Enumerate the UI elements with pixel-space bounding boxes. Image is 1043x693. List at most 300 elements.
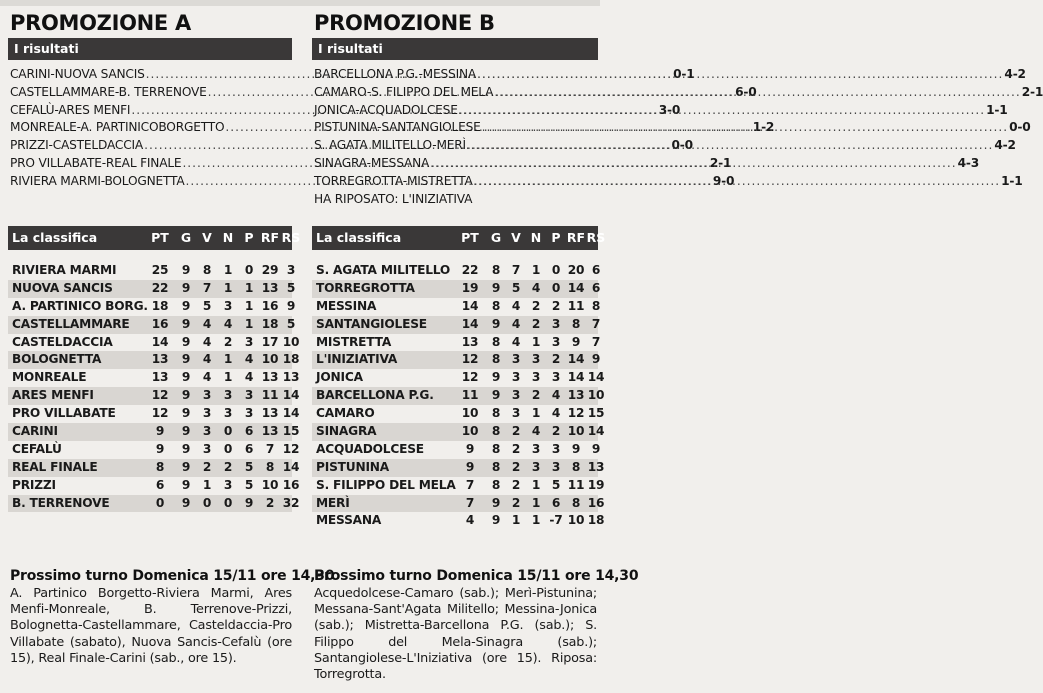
stat-n: 2 <box>223 459 233 474</box>
stat-n: 1 <box>223 263 233 277</box>
result-score: 2-1 <box>1021 84 1043 99</box>
stat-pt: 11 <box>461 388 479 403</box>
team-name: NUOVA SANCIS <box>12 280 113 295</box>
standings-row <box>312 351 601 369</box>
leader-dots <box>482 119 1008 137</box>
stat-p: 2 <box>551 352 561 367</box>
standings-row <box>312 441 601 459</box>
team-name: REAL FINALE <box>12 459 98 474</box>
standings-row <box>8 459 300 477</box>
standings-row <box>8 369 300 387</box>
team-name: S. FILIPPO DEL MELA <box>316 477 456 492</box>
standings-row <box>8 387 300 405</box>
leader-dots <box>467 137 993 155</box>
stat-g: 8 <box>491 298 501 313</box>
stat-p: 4 <box>244 370 254 385</box>
stat-v: 4 <box>202 334 212 349</box>
stat-n: 2 <box>531 298 541 313</box>
stat-rf: 8 <box>265 459 275 474</box>
stat-pt: 14 <box>461 316 479 331</box>
stat-n: 4 <box>223 316 233 331</box>
team-name: CEFALÙ <box>12 441 62 456</box>
column-header-rs: RS <box>586 230 606 245</box>
stat-rs: 14 <box>282 459 300 474</box>
stat-rs: 14 <box>587 370 605 385</box>
result-score: 1-2 <box>752 120 775 135</box>
team-name: A. PARTINICO BORG. <box>12 298 148 313</box>
league-b-standings <box>312 262 605 530</box>
stat-g: 9 <box>181 459 191 474</box>
team-name: PRIZZI <box>12 477 56 492</box>
stat-pt: 19 <box>461 280 479 295</box>
stat-g: 8 <box>491 459 501 474</box>
stat-p: 1 <box>244 298 254 313</box>
stat-v: 3 <box>511 406 521 421</box>
stat-g: 9 <box>491 513 501 528</box>
stat-n: 3 <box>531 441 541 456</box>
stat-v: 3 <box>202 441 212 456</box>
column-header-rf: RF <box>260 230 280 245</box>
team-name: CASTELDACCIA <box>12 334 113 349</box>
stat-p: 5 <box>551 477 561 492</box>
team-name: MISTRETTA <box>316 334 392 349</box>
stat-rs: 6 <box>591 280 601 295</box>
stat-p: -7 <box>549 513 563 528</box>
stat-n: 1 <box>531 406 541 421</box>
stat-n: 1 <box>223 280 233 295</box>
stat-g: 8 <box>491 406 501 421</box>
team-name: MESSANA <box>316 513 382 528</box>
standings-row <box>8 316 296 334</box>
team-name: ARES MENFI <box>12 388 94 403</box>
stat-g: 9 <box>491 370 501 385</box>
league-b-next-title: Prossimo turno Domenica 15/11 ore 14,30 <box>314 568 639 584</box>
standings-row <box>8 495 300 513</box>
column-header-p: P <box>551 230 561 245</box>
stat-rs: 15 <box>587 406 605 421</box>
stat-rs: 5 <box>286 316 296 331</box>
league-b-next-text: Acquedolcese-Camaro (sab.); Merì-Pistunina; Messana-Sant'Agata Militello; Messina-Jonica (sab.); Mistretta-Barcellona P.G. (sab.); S. Filippo del Mela-Sinagra (sab.); Santangiolese-L'Iniziativa (ore 15). Riposa: Torregrotta. <box>314 586 597 683</box>
standings-row <box>312 387 605 405</box>
stat-v: 2 <box>511 441 521 456</box>
stat-v: 4 <box>511 334 521 349</box>
league-a-standings <box>8 262 300 512</box>
stat-rs: 15 <box>282 424 300 439</box>
stat-rs: 8 <box>591 298 601 313</box>
stat-rf: 11 <box>567 298 585 313</box>
stat-g: 8 <box>491 352 501 367</box>
stat-pt: 14 <box>461 298 479 313</box>
column-header-pt: PT <box>461 230 479 245</box>
stat-n: 3 <box>223 406 233 421</box>
team-name: ACQUADOLCESE <box>316 441 424 456</box>
standings-row <box>8 262 296 280</box>
stat-p: 6 <box>551 495 561 510</box>
result-match: JONICA-ACQUADOLCESE <box>314 102 458 117</box>
stat-pt: 13 <box>461 334 479 349</box>
stat-g: 9 <box>181 352 191 367</box>
leader-dots <box>474 173 1000 191</box>
result-match: MONREALE-A. PARTINICOBORGETTO <box>10 120 225 135</box>
leader-dots <box>459 102 985 120</box>
stat-g: 9 <box>181 334 191 349</box>
stat-pt: 22 <box>461 263 479 277</box>
result-score: 2-1 <box>709 155 732 170</box>
result-match: TORREGROTTA-MISTRETTA <box>314 173 473 188</box>
team-name: SANTANGIOLESE <box>316 316 427 331</box>
stat-pt: 16 <box>151 316 169 331</box>
stat-n: 3 <box>223 477 233 492</box>
result-score: 0-0 <box>671 138 693 153</box>
stat-n: 3 <box>223 388 233 403</box>
result-score: 0-0 <box>1009 120 1031 135</box>
team-name: MONREALE <box>12 370 87 385</box>
stat-p: 3 <box>244 388 254 403</box>
stat-pt: 12 <box>151 406 169 421</box>
column-header-rs: RS <box>281 230 301 245</box>
team-name: CASTELLAMMARE <box>12 316 130 331</box>
team-name: SINAGRA <box>316 424 377 439</box>
stat-v: 5 <box>202 298 212 313</box>
standings-row <box>312 495 605 513</box>
leader-dots <box>477 66 1003 84</box>
stat-rs: 12 <box>282 441 300 456</box>
stat-n: 4 <box>531 280 541 295</box>
stat-n: 2 <box>531 388 541 403</box>
leader-dots <box>430 155 956 173</box>
team-name: PRO VILLABATE <box>12 406 116 421</box>
stat-p: 6 <box>244 424 254 439</box>
stat-p: 0 <box>244 263 254 277</box>
team-name: RIVIERA MARMI <box>12 263 117 277</box>
stat-p: 1 <box>244 280 254 295</box>
team-name: B. TERRENOVE <box>12 495 110 510</box>
stat-n: 1 <box>531 495 541 510</box>
stat-v: 7 <box>511 263 521 277</box>
stat-rs: 9 <box>286 298 296 313</box>
result-score: 6-0 <box>735 84 757 99</box>
column-header-n: N <box>222 230 234 245</box>
stat-v: 2 <box>511 477 521 492</box>
stat-rf: 14 <box>567 370 585 385</box>
stat-v: 8 <box>202 263 212 277</box>
stat-rf: 13 <box>261 406 279 421</box>
stat-rs: 10 <box>587 388 605 403</box>
standings-title: La classifica <box>316 230 402 245</box>
stat-rs: 13 <box>282 370 300 385</box>
standings-row <box>312 298 601 316</box>
stat-n: 3 <box>531 352 541 367</box>
stat-p: 4 <box>244 352 254 367</box>
stat-pt: 13 <box>151 352 169 367</box>
league-b-results-header: I risultati <box>312 38 598 60</box>
league-a-standings-header <box>8 226 301 250</box>
stat-g: 9 <box>181 370 191 385</box>
result-match: CARINI-NUOVA SANCIS <box>10 67 145 81</box>
stat-pt: 13 <box>151 370 169 385</box>
result-score: 4-3 <box>957 155 979 170</box>
stat-rs: 5 <box>286 280 296 295</box>
stat-g: 9 <box>491 316 501 331</box>
stat-v: 4 <box>202 316 212 331</box>
stat-n: 0 <box>223 441 233 456</box>
result-score: 9-0 <box>712 173 735 188</box>
stat-rs: 16 <box>282 477 300 492</box>
standings-row <box>8 351 300 369</box>
stat-rs: 7 <box>591 334 601 349</box>
stat-g: 9 <box>181 298 191 313</box>
stat-p: 5 <box>244 459 254 474</box>
stat-pt: 9 <box>155 441 165 456</box>
league-b-title: PROMOZIONE B <box>314 11 495 35</box>
stat-rf: 10 <box>567 513 585 528</box>
stat-p: 9 <box>244 495 254 510</box>
standings-row <box>312 459 605 477</box>
stat-p: 4 <box>551 388 561 403</box>
stat-rf: 11 <box>567 477 585 492</box>
stat-p: 0 <box>551 263 561 277</box>
result-match: CASTELLAMMARE-B. TERRENOVE <box>10 84 207 99</box>
team-name: BARCELLONA P.G. <box>316 388 434 403</box>
stat-p: 3 <box>244 406 254 421</box>
standings-row <box>8 477 300 495</box>
stat-rf: 10 <box>261 477 279 492</box>
stat-v: 4 <box>511 298 521 313</box>
stat-rf: 8 <box>571 459 581 474</box>
stat-rf: 8 <box>571 316 581 331</box>
team-name: TORREGROTTA <box>316 280 415 295</box>
stat-rf: 2 <box>265 495 275 510</box>
stat-v: 3 <box>202 424 212 439</box>
standings-row <box>8 280 296 298</box>
stat-p: 6 <box>244 441 254 456</box>
stat-g: 9 <box>181 477 191 492</box>
stat-pt: 0 <box>155 495 165 510</box>
stat-g: 8 <box>491 334 501 349</box>
stat-rs: 3 <box>286 263 296 277</box>
stat-g: 9 <box>491 280 501 295</box>
stat-n: 4 <box>531 424 541 439</box>
stat-n: 1 <box>223 370 233 385</box>
stat-rf: 14 <box>567 352 585 367</box>
stat-rf: 29 <box>261 263 279 277</box>
stat-v: 5 <box>511 280 521 295</box>
stat-g: 9 <box>181 316 191 331</box>
stat-p: 1 <box>244 316 254 331</box>
stat-rf: 13 <box>261 280 279 295</box>
result-score: 1-1 <box>986 102 1008 117</box>
team-name: JONICA <box>316 370 363 385</box>
stat-g: 9 <box>181 388 191 403</box>
stat-rf: 12 <box>567 406 585 421</box>
standings-row <box>312 423 605 441</box>
stat-p: 3 <box>551 316 561 331</box>
stat-rf: 7 <box>265 441 275 456</box>
standings-row <box>312 280 601 298</box>
standings-row <box>312 405 605 423</box>
stat-pt: 22 <box>151 280 169 295</box>
stat-rs: 6 <box>591 263 601 277</box>
stat-p: 5 <box>244 477 254 492</box>
stat-n: 1 <box>531 477 541 492</box>
stat-v: 3 <box>202 388 212 403</box>
stat-pt: 7 <box>465 495 475 510</box>
column-header-v: V <box>202 230 212 245</box>
stat-pt: 10 <box>461 406 479 421</box>
stat-rs: 32 <box>282 495 300 510</box>
stat-rf: 10 <box>261 352 279 367</box>
team-name: PISTUNINA <box>316 459 390 474</box>
stat-g: 9 <box>181 424 191 439</box>
league-b-standings-header <box>312 226 606 250</box>
result-match: RIVIERA MARMI-BOLOGNETTA <box>10 173 185 188</box>
stat-pt: 25 <box>151 263 169 277</box>
column-header-v: V <box>511 230 521 245</box>
stat-rf: 13 <box>261 424 279 439</box>
stat-rs: 14 <box>587 424 605 439</box>
leader-dots <box>494 84 1020 102</box>
stat-rf: 20 <box>567 263 585 277</box>
stat-v: 4 <box>511 316 521 331</box>
stat-rs: 10 <box>282 334 300 349</box>
team-name: MERÌ <box>316 495 350 510</box>
standings-row <box>8 298 296 316</box>
result-score: 0-1 <box>673 67 695 81</box>
team-name: CAMARO <box>316 406 375 421</box>
stat-g: 8 <box>491 424 501 439</box>
standings-row <box>312 512 605 530</box>
stat-rf: 14 <box>567 280 585 295</box>
stat-rf: 17 <box>261 334 279 349</box>
stat-rs: 13 <box>587 459 605 474</box>
stat-rf: 9 <box>571 334 581 349</box>
stat-v: 0 <box>202 495 212 510</box>
column-header-rf: RF <box>566 230 586 245</box>
top-strip <box>0 0 600 6</box>
stat-pt: 18 <box>151 298 169 313</box>
stat-p: 3 <box>551 459 561 474</box>
stat-rs: 16 <box>587 495 605 510</box>
stat-pt: 9 <box>465 441 475 456</box>
league-a-results-header: I risultati <box>8 38 292 60</box>
stat-pt: 4 <box>465 513 475 528</box>
result-match: BARCELLONA P.G.-MESSINA <box>314 67 477 81</box>
stat-v: 1 <box>511 513 521 528</box>
stat-pt: 12 <box>151 388 169 403</box>
stat-rs: 18 <box>587 513 605 528</box>
column-header-g: G <box>490 230 502 245</box>
standings-row <box>312 334 601 352</box>
stat-rf: 10 <box>567 424 585 439</box>
stat-p: 3 <box>551 334 561 349</box>
standings-row <box>8 423 300 441</box>
stat-p: 4 <box>551 406 561 421</box>
stat-g: 8 <box>491 477 501 492</box>
standings-title: La classifica <box>12 230 98 245</box>
stat-v: 2 <box>511 424 521 439</box>
stat-rf: 18 <box>261 316 279 331</box>
column-header-n: N <box>530 230 542 245</box>
stat-v: 3 <box>202 406 212 421</box>
result-score: 3-0 <box>658 102 681 117</box>
stat-n: 2 <box>531 316 541 331</box>
result-score: 4-2 <box>1004 67 1026 81</box>
stat-g: 9 <box>181 263 191 277</box>
stat-n: 3 <box>531 459 541 474</box>
standings-row <box>8 405 300 423</box>
league-a-title: PROMOZIONE A <box>10 11 191 35</box>
stat-v: 1 <box>202 477 212 492</box>
stat-v: 2 <box>511 495 521 510</box>
stat-g: 9 <box>181 441 191 456</box>
stat-v: 2 <box>202 459 212 474</box>
stat-v: 3 <box>511 388 521 403</box>
standings-row <box>312 369 605 387</box>
stat-rs: 9 <box>591 441 601 456</box>
rest-text: HA RIPOSATO: L'INIZIATIVA <box>314 191 473 206</box>
standings-row <box>312 477 605 495</box>
stat-pt: 14 <box>151 334 169 349</box>
stat-n: 1 <box>531 513 541 528</box>
stat-rs: 14 <box>282 406 300 421</box>
team-name: MESSINA <box>316 298 377 313</box>
stat-pt: 9 <box>155 424 165 439</box>
stat-g: 8 <box>491 263 501 277</box>
stat-v: 2 <box>511 459 521 474</box>
stat-rf: 16 <box>261 298 279 313</box>
stat-n: 2 <box>223 334 233 349</box>
stat-pt: 6 <box>155 477 165 492</box>
stat-rs: 14 <box>282 388 300 403</box>
column-header-pt: PT <box>151 230 169 245</box>
stat-rf: 9 <box>571 441 581 456</box>
stat-n: 3 <box>531 370 541 385</box>
result-match: S. AGATA MILITELLO-MERÌ <box>314 138 466 153</box>
stat-rf: 13 <box>261 370 279 385</box>
stat-pt: 12 <box>461 352 479 367</box>
standings-row <box>312 262 601 280</box>
result-match: CEFALÙ-ARES MENFI <box>10 102 131 117</box>
league-a-next-title: Prossimo turno Domenica 15/11 ore 14,30 <box>10 568 335 584</box>
stat-v: 3 <box>511 352 521 367</box>
stat-rs: 18 <box>282 352 300 367</box>
stat-pt: 10 <box>461 424 479 439</box>
stat-p: 2 <box>551 424 561 439</box>
team-name: CARINI <box>12 424 58 439</box>
stat-g: 9 <box>181 406 191 421</box>
stat-pt: 9 <box>465 459 475 474</box>
team-name: L'INIZIATIVA <box>316 352 398 367</box>
rest-line <box>312 191 598 209</box>
column-header-p: P <box>244 230 254 245</box>
stat-rs: 9 <box>591 352 601 367</box>
stat-n: 1 <box>531 334 541 349</box>
stat-rf: 8 <box>571 495 581 510</box>
standings-row <box>8 441 300 459</box>
stat-rf: 13 <box>567 388 585 403</box>
stat-p: 0 <box>551 280 561 295</box>
result-match: PISTUNINA-SANTANGIOLESE <box>314 120 481 135</box>
stat-pt: 7 <box>465 477 475 492</box>
stat-n: 1 <box>223 352 233 367</box>
stat-pt: 8 <box>155 459 165 474</box>
stat-g: 9 <box>181 280 191 295</box>
stat-pt: 12 <box>461 370 479 385</box>
stat-g: 9 <box>491 388 501 403</box>
stat-p: 2 <box>551 298 561 313</box>
column-header-g: G <box>180 230 192 245</box>
stat-n: 1 <box>531 263 541 277</box>
